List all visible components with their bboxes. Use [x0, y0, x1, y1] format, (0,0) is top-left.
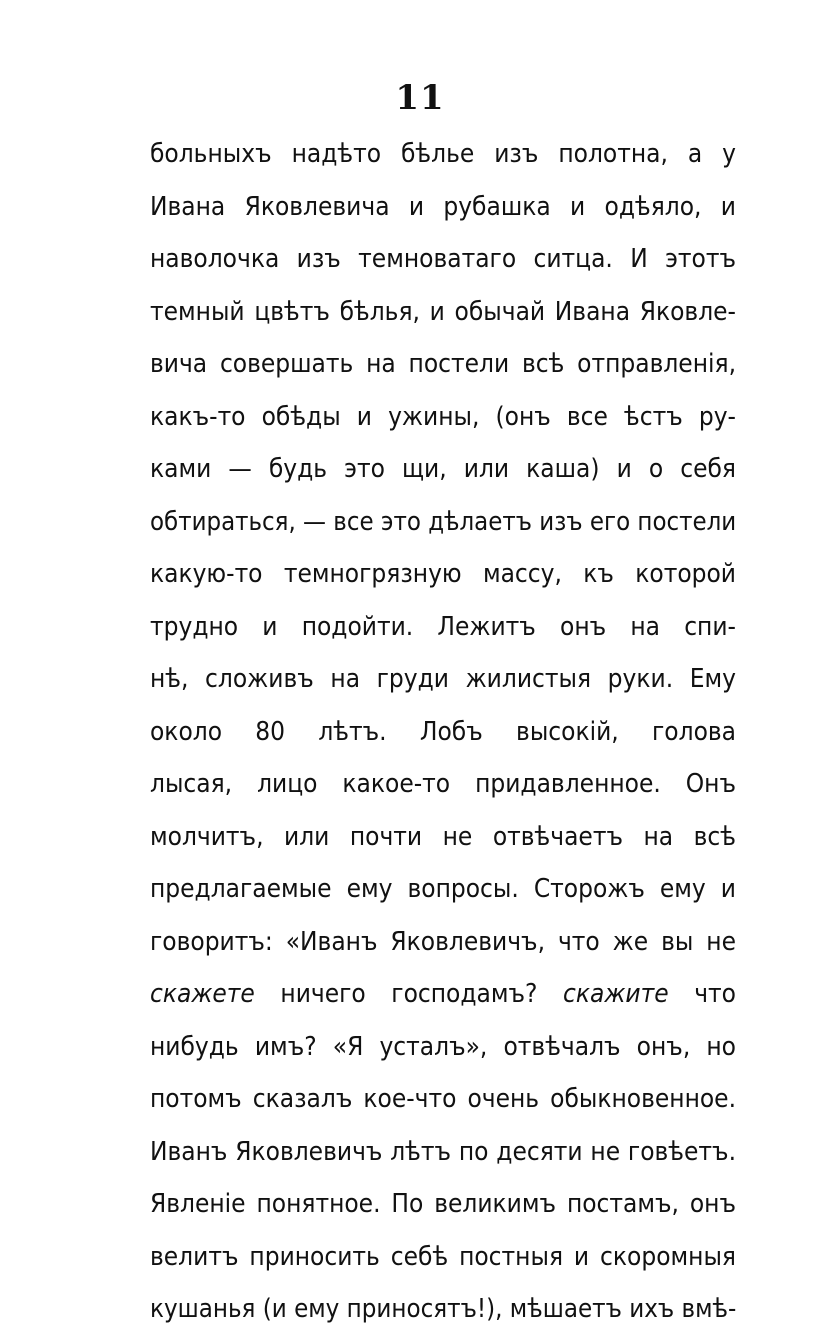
- text-line: вича совершать на постели всѣ отправленія,: [150, 349, 736, 379]
- text-line: говоритъ: «Иванъ Яковлевичъ, что же вы не: [150, 926, 736, 957]
- page-number: 11: [395, 78, 445, 118]
- text-line: предлагаемые ему вопросы. Сторожъ ему и: [150, 874, 736, 904]
- text-line: Ивана Яковлевича и рубашка и одѣяло, и: [150, 191, 736, 222]
- text-line: нѣ, сложивъ на груди жилистыя руки. Ему: [150, 664, 736, 694]
- text-line: ками — будь это щи, или каша) и о себя: [150, 454, 736, 484]
- text-line: велитъ приносить себѣ постныя и скоромныя: [150, 1241, 736, 1272]
- text-line: потомъ сказалъ кое-что очень обыкновенное.: [150, 1084, 736, 1114]
- text-line: трудно и подойти. Лежитъ онъ на спи-: [150, 611, 736, 642]
- italic-word: скажете: [150, 979, 255, 1009]
- text-line: больныхъ надѣто бѣлье изъ полотна, а у: [150, 139, 736, 169]
- text-line: наволочка изъ темноватаго ситца. И этотъ: [150, 244, 736, 274]
- text-line: кушанья (и ему приносятъ!), мѣшаетъ ихъ вмѣ-: [150, 1294, 737, 1324]
- text-line: темный цвѣтъ бѣлья, и обычай Ивана Яковле-: [150, 296, 736, 327]
- text-line: около 80 лѣтъ. Лобъ высокій, голова: [150, 716, 736, 747]
- text-line: молчитъ, или почти не отвѣчаетъ на всѣ: [150, 821, 736, 852]
- body-text: [150, 128, 736, 1336]
- text-line: какую-то темногрязную массу, къ которой: [150, 559, 736, 589]
- text-line: лысая, лицо какое-то придавленное. Онъ: [150, 769, 736, 799]
- text-line: Иванъ Яковлевичъ лѣтъ по десяти не говѣетъ.: [150, 1136, 736, 1167]
- text-line: обтираться, — все это дѣлаетъ изъ его постели: [150, 506, 737, 537]
- italic-word: скажите: [563, 979, 669, 1009]
- text-line-with-italics: скажете ничего господамъ? скажите что: [150, 979, 736, 1009]
- text-line: Явленіе понятное. По великимъ постамъ, онъ: [150, 1189, 736, 1219]
- text-line: нибудь имъ? «Я усталъ», отвѣчалъ онъ, но: [150, 1031, 736, 1062]
- text-line: какъ-то обѣды и ужины, (онъ все ѣстъ ру-: [150, 401, 736, 432]
